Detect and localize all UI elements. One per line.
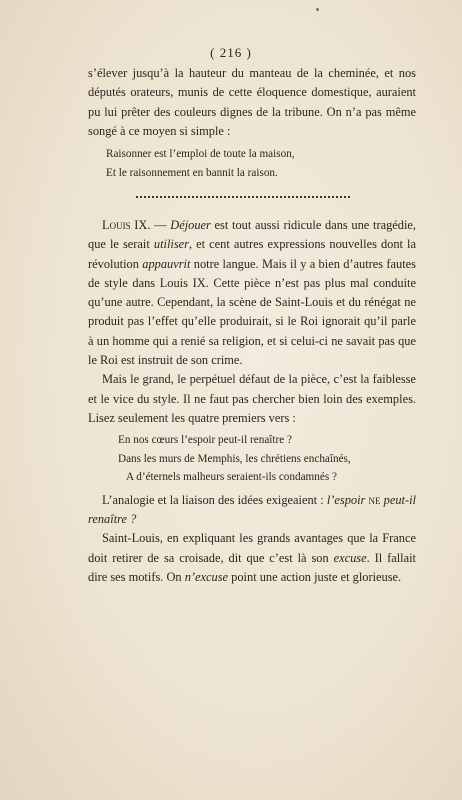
- top-section: [88, 64, 416, 182]
- quoted-word: ne: [368, 492, 381, 507]
- quoted-word: utiliser: [153, 237, 189, 252]
- quoted-word: n’excuse: [184, 569, 229, 584]
- paragraph-louis-ix: Louis IX. — Déjouer est tout aussi ridicule dans une tragédie, que le serait utiliser, et cent autres expressions nouvelles dont la révolution appauvrit notre langue. Mais il y a bien d’autres fautes de style dans Louis IX. Cette pièce n’est pas plus mal conduite qu’une autre. Cependant, la scène de Saint-Louis et du rénégat ne produit pas l’effet qu’elle produirait, si le Roi ignorait qu’il parle à un homme qui a renié sa religion, et si celui-ci ne savait pas que le Roi est instruit de son crime.: [88, 218, 417, 368]
- section-heading: Louis IX.: [102, 218, 151, 232]
- verse-line: Raisonner est l’emploi de toute la maison,: [106, 148, 295, 161]
- quoted-word: excuse: [333, 550, 367, 565]
- quoted-word: appauvrit: [142, 256, 191, 271]
- verse-quote: [88, 431, 416, 487]
- verse-line: En nos cœurs l’espoir peut-il renaître ?: [118, 434, 292, 447]
- paragraph-style-defect: Mais le grand, le perpétuel défaut de la pièce, c’est la faiblesse et le vice du style. Il ne faut pas chercher bien loin des exemples. Lisez seulement les quatre premiers vers :: [88, 372, 416, 425]
- quoted-word: peut-il renaître ?: [88, 492, 416, 527]
- quoted-word: l’espoir: [326, 492, 366, 507]
- paragraph-analogy: L’analogie et la liaison des idées exigeaient : l’espoir ne peut-il renaître ?: [88, 492, 416, 527]
- verse-line: A d’éternels malheurs seraient-ils condamnés ?: [126, 471, 337, 484]
- verse-line: Et le raisonnement en bannit la raison.: [106, 166, 278, 179]
- quoted-word: Déjouer: [170, 218, 211, 232]
- verse-line: Dans les murs de Memphis, les chrétiens enchaînés,: [118, 452, 351, 465]
- verse-quote: [88, 145, 416, 182]
- louis-ix-section: [88, 216, 416, 587]
- page-number: ( 216 ): [210, 45, 252, 60]
- paper-speck: [316, 8, 319, 11]
- section-divider: [136, 196, 350, 198]
- paragraph-continued: s’élever jusqu’à la hauteur du manteau de la cheminée, et nos députés orateurs, munis de cette éloquence domestique, auraient pu lui prêter des couleurs dignes de la tribune. On n’a pas même songé à ce moyen si simple :: [88, 66, 416, 138]
- paragraph-saint-louis: Saint-Louis, en expliquant les grands avantages que la France doit retirer de sa croisade, dit que c’est là son excuse. Il fallait dire ses motifs. On n’excuse point une action juste et glorieuse.: [88, 531, 416, 584]
